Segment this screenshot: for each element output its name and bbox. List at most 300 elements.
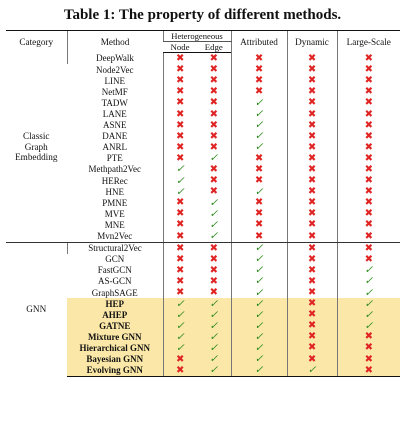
cell-node — [163, 242, 197, 254]
cross-icon: ✖ — [254, 75, 264, 87]
cross-icon: ✖ — [176, 287, 185, 299]
cross-icon: ✖ — [364, 342, 373, 354]
cell-node — [163, 265, 197, 276]
cell-attributed — [231, 186, 287, 197]
cross-icon: ✖ — [254, 175, 264, 187]
cell-large-scale — [337, 276, 400, 287]
check-icon: ✓ — [175, 174, 185, 187]
method-name: GraphSAGE — [91, 287, 138, 298]
method-name: Hierarchical GNN — [67, 342, 163, 353]
cell-edge — [197, 254, 231, 265]
cell-edge — [197, 197, 231, 208]
method-name: PMNE — [102, 197, 128, 208]
cross-icon: ✖ — [176, 275, 185, 287]
cross-icon: ✖ — [364, 86, 373, 98]
cross-icon: ✖ — [209, 130, 218, 142]
cell-attributed — [231, 265, 287, 276]
cell-large-scale — [337, 342, 400, 353]
cross-icon: ✖ — [307, 141, 317, 153]
cross-icon: ✖ — [307, 230, 317, 242]
cross-icon: ✖ — [307, 242, 317, 254]
cross-icon: ✖ — [254, 219, 264, 231]
cell-attributed — [231, 298, 287, 309]
cross-icon: ✖ — [307, 108, 317, 120]
cell-edge — [197, 142, 231, 153]
cross-icon: ✖ — [209, 53, 218, 65]
cell-node — [163, 86, 197, 97]
cell-attributed — [231, 242, 287, 254]
cell-attributed — [231, 53, 287, 65]
cell-node — [163, 309, 197, 320]
cross-icon: ✖ — [307, 186, 317, 198]
check-icon: ✓ — [209, 353, 219, 366]
cell-dynamic — [287, 342, 337, 353]
cell-edge — [197, 175, 231, 186]
cell-large-scale — [337, 231, 400, 243]
cross-icon: ✖ — [176, 253, 185, 265]
cross-icon: ✖ — [176, 86, 185, 98]
cross-icon: ✖ — [307, 86, 317, 98]
check-icon: ✓ — [209, 319, 219, 332]
cell-dynamic — [287, 265, 337, 276]
cross-icon: ✖ — [364, 186, 373, 198]
check-icon: ✓ — [254, 264, 264, 277]
cell-attributed — [231, 287, 287, 298]
cell-dynamic — [287, 309, 337, 320]
cell-large-scale — [337, 86, 400, 97]
cross-icon: ✖ — [209, 97, 218, 109]
cross-icon: ✖ — [364, 242, 373, 254]
check-icon: ✓ — [209, 330, 219, 343]
cross-icon: ✖ — [364, 197, 373, 209]
cell-edge — [197, 331, 231, 342]
method-name: PTE — [106, 153, 123, 164]
cell-large-scale — [337, 309, 400, 320]
cross-icon: ✖ — [364, 97, 373, 109]
cell-edge — [197, 219, 231, 230]
cell-edge — [197, 208, 231, 219]
method-name: LANE — [102, 109, 127, 120]
cell-large-scale — [337, 365, 400, 377]
cell-large-scale — [337, 153, 400, 164]
check-icon: ✓ — [254, 341, 264, 354]
cross-icon: ✖ — [364, 253, 373, 265]
cross-icon: ✖ — [307, 75, 317, 87]
cell-attributed — [231, 320, 287, 331]
cell-attributed — [231, 331, 287, 342]
cross-icon: ✖ — [307, 219, 317, 231]
table-row — [6, 242, 400, 254]
cross-icon: ✖ — [176, 353, 185, 365]
method-name: Mixture GNN — [67, 331, 163, 342]
cross-icon: ✖ — [209, 264, 218, 276]
method-name: AHEP — [67, 309, 163, 320]
check-icon: ✓ — [209, 207, 219, 220]
cell-dynamic — [287, 164, 337, 175]
check-icon: ✓ — [254, 353, 264, 366]
cross-icon: ✖ — [307, 287, 317, 299]
cross-icon: ✖ — [254, 86, 264, 98]
cell-edge — [197, 342, 231, 353]
cell-node — [163, 287, 197, 298]
cell-dynamic — [287, 231, 337, 243]
cross-icon: ✖ — [307, 309, 317, 321]
cell-dynamic — [287, 108, 337, 119]
check-icon: ✓ — [307, 364, 317, 377]
cell-large-scale — [337, 320, 400, 331]
check-icon: ✓ — [364, 308, 374, 321]
cell-edge — [197, 53, 231, 65]
methods-property-table — [6, 30, 400, 377]
cell-node — [163, 276, 197, 287]
method-name: DeepWalk — [67, 53, 163, 65]
cross-icon: ✖ — [176, 242, 185, 254]
cross-icon: ✖ — [307, 163, 317, 175]
cross-icon: ✖ — [209, 275, 218, 287]
cell-dynamic — [287, 298, 337, 309]
cross-icon: ✖ — [209, 64, 218, 76]
cell-attributed — [231, 365, 287, 377]
cell-large-scale — [337, 142, 400, 153]
check-icon: ✓ — [364, 297, 374, 310]
cross-icon: ✖ — [209, 75, 218, 87]
cell-edge — [197, 242, 231, 254]
method-name: Node2Vec — [96, 64, 134, 75]
check-icon: ✓ — [209, 297, 219, 310]
check-icon: ✓ — [254, 364, 264, 377]
cell-large-scale — [337, 120, 400, 131]
cross-icon: ✖ — [307, 97, 317, 109]
cell-attributed — [231, 131, 287, 142]
method-name: HERec — [101, 175, 128, 186]
cross-icon: ✖ — [307, 264, 317, 276]
cross-icon: ✖ — [209, 175, 218, 187]
check-icon: ✓ — [254, 308, 264, 321]
cell-attributed — [231, 175, 287, 186]
method-name: HEP — [67, 298, 163, 309]
check-icon: ✓ — [254, 297, 264, 310]
table-body — [6, 53, 400, 377]
cell-dynamic — [287, 287, 337, 298]
cell-edge — [197, 365, 231, 377]
cell-edge — [197, 298, 231, 309]
cell-large-scale — [337, 254, 400, 265]
cell-attributed — [231, 354, 287, 365]
cell-dynamic — [287, 53, 337, 65]
cross-icon: ✖ — [209, 253, 218, 265]
check-icon: ✓ — [364, 319, 374, 332]
check-icon: ✓ — [175, 163, 185, 176]
method-name: MVE — [104, 208, 125, 219]
cell-node — [163, 365, 197, 377]
method-name: TADW — [101, 97, 128, 108]
cell-attributed — [231, 120, 287, 131]
cell-large-scale — [337, 219, 400, 230]
cell-large-scale — [337, 298, 400, 309]
cell-large-scale — [337, 53, 400, 65]
cross-icon: ✖ — [209, 163, 218, 175]
cross-icon: ✖ — [176, 108, 185, 120]
cross-icon: ✖ — [176, 230, 185, 242]
cell-node — [163, 131, 197, 142]
cell-edge — [197, 186, 231, 197]
cell-large-scale — [337, 197, 400, 208]
cross-icon: ✖ — [254, 52, 264, 64]
header-heterogeneous: Heterogeneous — [163, 31, 231, 42]
cell-edge — [197, 309, 231, 320]
cell-edge — [197, 320, 231, 331]
cell-large-scale — [337, 208, 400, 219]
cell-dynamic — [287, 86, 337, 97]
check-icon: ✓ — [175, 330, 185, 343]
check-icon: ✓ — [254, 253, 264, 266]
cell-dynamic — [287, 242, 337, 254]
method-name: DANE — [102, 131, 128, 142]
cell-edge — [197, 97, 231, 108]
cross-icon: ✖ — [364, 52, 373, 64]
cell-dynamic — [287, 197, 337, 208]
cell-dynamic — [287, 186, 337, 197]
cross-icon: ✖ — [307, 353, 317, 365]
cross-icon: ✖ — [364, 130, 373, 142]
header-attributed: Attributed — [231, 31, 287, 53]
check-icon: ✓ — [209, 230, 219, 243]
cell-edge — [197, 64, 231, 75]
check-icon: ✓ — [254, 108, 264, 121]
cross-icon: ✖ — [209, 86, 218, 98]
cell-node — [163, 164, 197, 175]
cell-dynamic — [287, 120, 337, 131]
cross-icon: ✖ — [176, 152, 185, 164]
cross-icon: ✖ — [176, 264, 185, 276]
cross-icon: ✖ — [176, 141, 185, 153]
check-icon: ✓ — [209, 308, 219, 321]
cell-edge — [197, 354, 231, 365]
cell-dynamic — [287, 142, 337, 153]
cell-node — [163, 120, 197, 131]
cell-attributed — [231, 97, 287, 108]
check-icon: ✓ — [254, 275, 264, 288]
cross-icon: ✖ — [307, 275, 317, 287]
cell-attributed — [231, 75, 287, 86]
cell-edge — [197, 276, 231, 287]
method-name: Mvn2Vec — [97, 231, 133, 242]
cross-icon: ✖ — [176, 364, 185, 376]
cross-icon: ✖ — [176, 64, 185, 76]
cell-edge — [197, 265, 231, 276]
cell-dynamic — [287, 331, 337, 342]
cell-attributed — [231, 108, 287, 119]
header-category: Category — [6, 31, 67, 53]
cross-icon: ✖ — [307, 119, 317, 131]
cell-attributed — [231, 142, 287, 153]
cell-node — [163, 331, 197, 342]
cross-icon: ✖ — [209, 108, 218, 120]
cell-edge — [197, 231, 231, 243]
cell-large-scale — [337, 265, 400, 276]
cross-icon: ✖ — [364, 141, 373, 153]
method-name: ANRL — [102, 142, 127, 153]
method-name: MNE — [104, 219, 125, 230]
cell-large-scale — [337, 242, 400, 254]
check-icon: ✓ — [209, 364, 219, 377]
cross-icon: ✖ — [307, 52, 317, 64]
cell-node — [163, 208, 197, 219]
method-name: NetMF — [101, 86, 128, 97]
method-name: FastGCN — [97, 265, 132, 276]
header-edge: Edge — [197, 42, 231, 53]
cell-node — [163, 298, 197, 309]
cross-icon: ✖ — [209, 242, 218, 254]
cross-icon: ✖ — [364, 119, 373, 131]
cell-node — [163, 142, 197, 153]
check-icon: ✓ — [175, 319, 185, 332]
cell-edge — [197, 120, 231, 131]
method-name: GATNE — [67, 320, 163, 331]
cell-node — [163, 219, 197, 230]
method-name: LINE — [104, 75, 125, 86]
check-icon: ✓ — [175, 308, 185, 321]
check-icon: ✓ — [254, 242, 264, 255]
cross-icon: ✖ — [307, 331, 317, 343]
cross-icon: ✖ — [254, 197, 264, 209]
cell-dynamic — [287, 131, 337, 142]
cell-large-scale — [337, 97, 400, 108]
check-icon: ✓ — [254, 319, 264, 332]
cell-node — [163, 153, 197, 164]
cell-node — [163, 197, 197, 208]
cell-node — [163, 64, 197, 75]
cross-icon: ✖ — [254, 64, 264, 76]
cell-node — [163, 108, 197, 119]
cell-node — [163, 342, 197, 353]
check-icon: ✓ — [254, 141, 264, 154]
cell-node — [163, 97, 197, 108]
cell-edge — [197, 86, 231, 97]
cell-large-scale — [337, 331, 400, 342]
cell-dynamic — [287, 175, 337, 186]
check-icon: ✓ — [209, 341, 219, 354]
cross-icon: ✖ — [307, 253, 317, 265]
check-icon: ✓ — [364, 264, 374, 277]
cell-attributed — [231, 197, 287, 208]
cell-edge — [197, 153, 231, 164]
cell-attributed — [231, 254, 287, 265]
cell-large-scale — [337, 108, 400, 119]
cross-icon: ✖ — [209, 287, 218, 299]
cross-icon: ✖ — [364, 353, 373, 365]
cross-icon: ✖ — [254, 208, 264, 220]
cross-icon: ✖ — [254, 152, 264, 164]
cross-icon: ✖ — [307, 320, 317, 332]
check-icon: ✓ — [209, 218, 219, 231]
cross-icon: ✖ — [364, 230, 373, 242]
cross-icon: ✖ — [176, 208, 185, 220]
cross-icon: ✖ — [307, 152, 317, 164]
check-icon: ✓ — [364, 286, 374, 299]
cell-node — [163, 354, 197, 365]
check-icon: ✓ — [254, 119, 264, 132]
cross-icon: ✖ — [176, 75, 185, 87]
cross-icon: ✖ — [254, 163, 264, 175]
header-method: Method — [67, 31, 163, 53]
method-name: Methpath2Vec — [88, 164, 141, 175]
cell-large-scale — [337, 75, 400, 86]
cross-icon: ✖ — [364, 331, 373, 343]
cross-icon: ✖ — [176, 130, 185, 142]
cell-edge — [197, 287, 231, 298]
header-dynamic: Dynamic — [287, 31, 337, 53]
cross-icon: ✖ — [307, 342, 317, 354]
cell-dynamic — [287, 365, 337, 377]
cell-attributed — [231, 276, 287, 287]
cell-node — [163, 75, 197, 86]
check-icon: ✓ — [175, 297, 185, 310]
check-icon: ✓ — [254, 330, 264, 343]
check-icon: ✓ — [364, 275, 374, 288]
cross-icon: ✖ — [364, 364, 373, 376]
cell-attributed — [231, 153, 287, 164]
cross-icon: ✖ — [176, 119, 185, 131]
cross-icon: ✖ — [307, 64, 317, 76]
cell-edge — [197, 75, 231, 86]
cell-large-scale — [337, 131, 400, 142]
cell-large-scale — [337, 354, 400, 365]
cell-dynamic — [287, 219, 337, 230]
cell-dynamic — [287, 254, 337, 265]
method-name: HNE — [105, 186, 124, 197]
table-row — [6, 53, 400, 65]
method-name: GCN — [105, 254, 125, 265]
cell-node — [163, 175, 197, 186]
cross-icon: ✖ — [307, 298, 317, 310]
table-caption: Table 1: The property of different methods. — [63, 7, 342, 23]
cell-attributed — [231, 86, 287, 97]
check-icon: ✓ — [254, 185, 264, 198]
cell-dynamic — [287, 75, 337, 86]
cell-dynamic — [287, 153, 337, 164]
cell-node — [163, 320, 197, 331]
cross-icon: ✖ — [307, 208, 317, 220]
header-node: Node — [163, 42, 197, 53]
cell-large-scale — [337, 186, 400, 197]
cross-icon: ✖ — [364, 208, 373, 220]
category-cell: Classic Graph Embedding — [15, 131, 58, 163]
cell-large-scale — [337, 287, 400, 298]
cross-icon: ✖ — [364, 152, 373, 164]
category-cell: GNN — [6, 242, 67, 376]
cell-large-scale — [337, 64, 400, 75]
check-icon: ✓ — [175, 341, 185, 354]
cell-edge — [197, 131, 231, 142]
cross-icon: ✖ — [364, 64, 373, 76]
cell-dynamic — [287, 276, 337, 287]
cross-icon: ✖ — [307, 197, 317, 209]
cell-attributed — [231, 208, 287, 219]
cell-attributed — [231, 231, 287, 243]
cell-edge — [197, 108, 231, 119]
check-icon: ✓ — [254, 286, 264, 299]
cell-dynamic — [287, 64, 337, 75]
cell-dynamic — [287, 354, 337, 365]
cross-icon: ✖ — [364, 75, 373, 87]
cross-icon: ✖ — [254, 230, 264, 242]
method-name: ASNE — [102, 120, 127, 131]
cross-icon: ✖ — [176, 197, 185, 209]
cell-attributed — [231, 64, 287, 75]
method-name: AS-GCN — [97, 276, 132, 287]
cell-attributed — [231, 342, 287, 353]
